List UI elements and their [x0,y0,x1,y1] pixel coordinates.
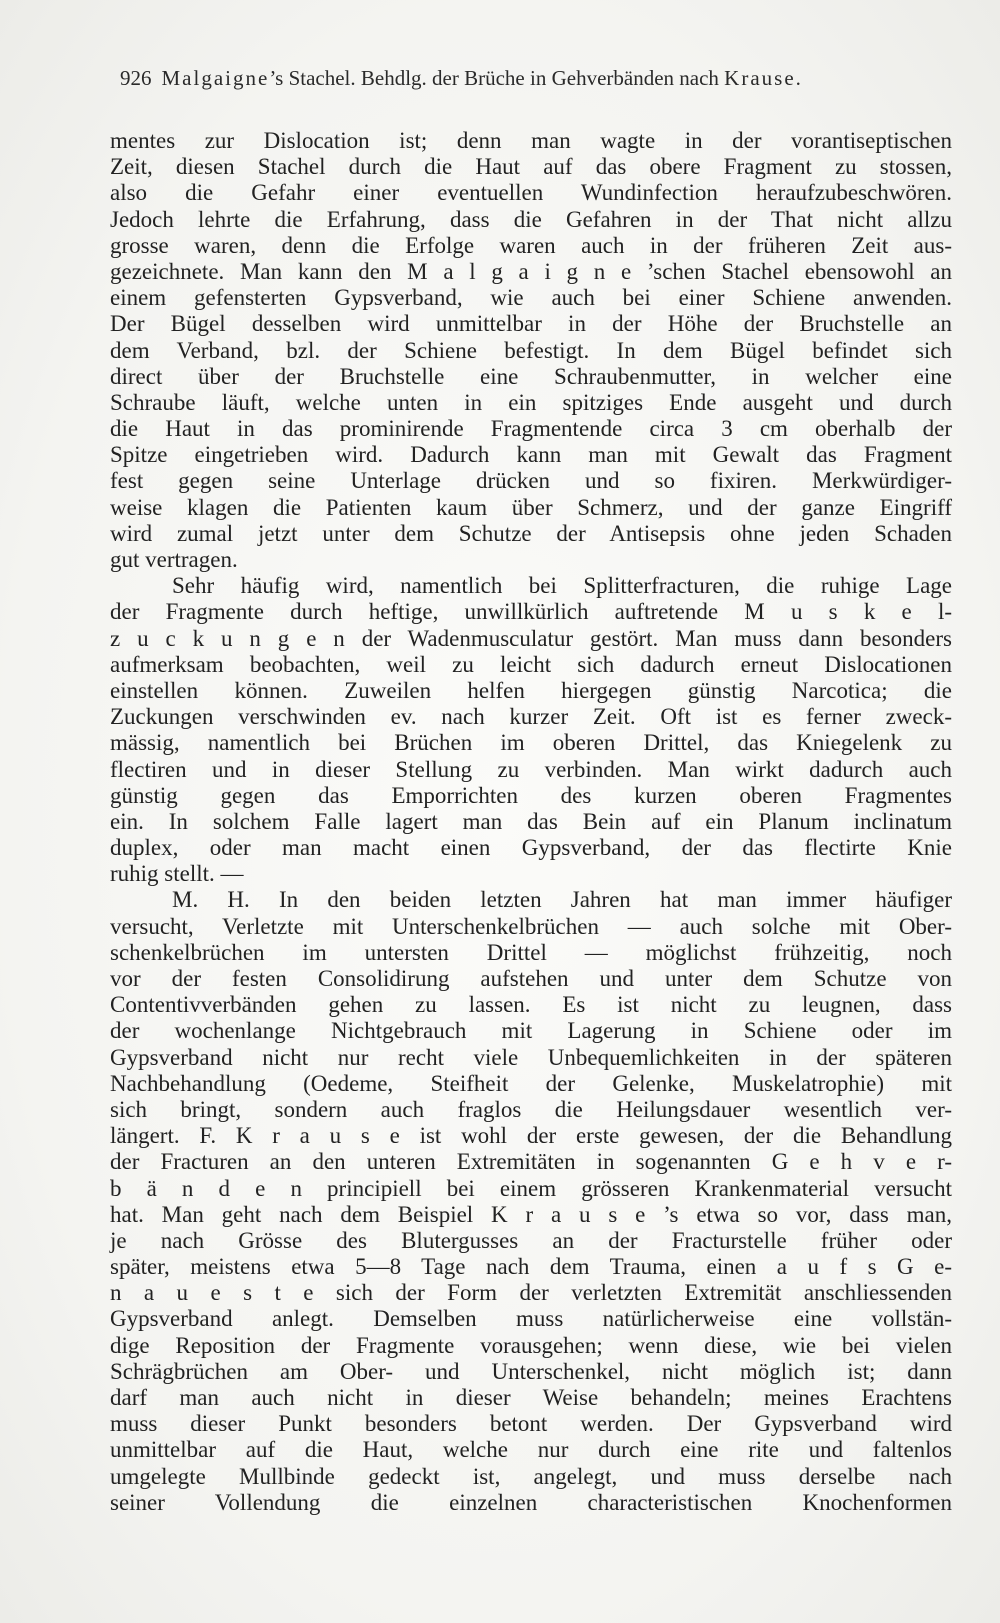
text-line: wird zumal jetzt unter dem Schutze der Antisepsis ohne jeden Schaden [110,520,952,546]
header-title: ’s Stachel. Behdlg. der Brüche in Gehverbänden nach [269,66,725,90]
text-line: duplex, oder man macht einen Gypsverband, der das flectirte Knie [110,835,952,861]
text-line: aufmerksam beobachten, weil zu leicht sich dadurch erneut Dislocationen [110,651,952,677]
text-line: Zuckungen verschwinden ev. nach kurzer Zeit. Oft ist es ferner zweck- [110,704,952,730]
text-line: einem gefensterten Gypsverband, wie auch bei einer Schiene anwenden. [110,285,952,311]
text-line: Spitze eingetrieben wird. Dadurch kann man mit Gewalt das Fragment [110,442,952,468]
text-line: Gypsverband anlegt. Demselben muss natürlicherweise eine vollstän- [110,1306,952,1332]
text-line: flectiren und in dieser Stellung zu verbinden. Man wirkt dadurch auch [110,756,952,782]
text-line: weise klagen die Patienten kaum über Schmerz, und der ganze Eingriff [110,494,952,520]
text-line: Contentivverbänden gehen zu lassen. Es ist nicht zu leugnen, dass [110,992,952,1018]
text-line: vor der festen Consolidirung aufstehen und unter dem Schutze von [110,966,952,991]
text-line: also die Gefahr einer eventuellen Wundinfection heraufzubeschwören. [110,180,952,206]
text-line: Gypsverband nicht nur recht viele Unbequemlichkeiten in der späteren [110,1044,952,1070]
running-header [120,66,940,91]
text-line: Schrägbrüchen am Ober- und Unterschenkel, nicht möglich ist; dann [110,1358,952,1384]
text-line: unmittelbar auf die Haut, welche nur durch eine rite und faltenlos [110,1437,952,1463]
text-line: mentes zur Dislocation ist; denn man wagte in der vorantiseptischen [110,128,952,153]
text-line: der Fragmente durch heftige, unwillkürlich auftretende M u s k e l- [110,599,952,625]
text-line: z u c k u n g e n der Wadenmusculatur gestört. Man muss dann besonders [110,625,952,651]
text-line: versucht, Verletzte mit Unterschenkelbrüchen — auch solche mit Ober- [110,913,952,939]
text-line: b ä n d e n principiell bei einem grösseren Krankenmaterial versucht [110,1175,952,1201]
text-line: längert. F. K r a u s e ist wohl der erste gewesen, der die Behandlung [110,1123,952,1149]
text-line: fest gegen seine Unterlage drücken und so fixiren. Merkwürdiger- [110,468,952,494]
text-line: der wochenlange Nichtgebrauch mit Lagerung in Schiene oder im [110,1018,952,1044]
text-line: seiner Vollendung die einzelnen characteristischen Knochenformen [110,1489,952,1515]
text-line: Schraube läuft, welche unten in ein spitziges Ende ausgeht und durch [110,389,952,415]
text-line: Zeit, diesen Stachel durch die Haut auf das obere Fragment zu stossen, [110,154,952,180]
header-name-spaced: Malgaigne [161,66,270,90]
text-line: Sehr häufig wird, namentlich bei Splitterfracturen, die ruhige Lage [172,573,952,599]
page-number: 926 [120,66,152,90]
text-line: M. H. In den beiden letzten Jahren hat man immer häufiger [172,887,952,913]
text-line: die Haut in das prominirende Fragmentende circa 3 cm oberhalb der [110,416,952,442]
text-line: grosse waren, denn die Erfolge waren auch in der früheren Zeit aus- [110,232,952,258]
text-line: Nachbehandlung (Oedeme, Steifheit der Gelenke, Muskelatrophie) mit [110,1070,952,1096]
text-line: ein. In solchem Falle lagert man das Bein auf ein Planum inclinatum [110,808,952,834]
text-line: gezeichnete. Man kann den M a l g a i g n e ’schen Stachel ebensowohl an [110,258,952,284]
text-line: je nach Grösse des Blutergusses an der Fracturstelle früher oder [110,1227,952,1253]
text-line: einstellen können. Zuweilen helfen hiergegen günstig Narcotica; die [110,677,952,703]
text-line: gut vertragen. [110,547,238,572]
text-line: dem Verband, bzl. der Schiene befestigt. In dem Bügel befindet sich [110,337,952,363]
text-line: mässig, namentlich bei Brüchen im oberen Drittel, das Kniegelenk zu [110,730,952,756]
text-line: n a u e s t e sich der Form der verletzten Extremität anschliessenden [110,1280,952,1306]
body-text [110,128,952,1516]
text-line: schenkelbrüchen im untersten Drittel — möglichst frühzeitig, noch [110,939,952,965]
header-title-end: . [795,66,801,90]
header-author-spaced: Krause [724,66,796,90]
text-line: muss dieser Punkt besonders betont werden. Der Gypsverband wird [110,1411,952,1437]
text-line: sich bringt, sondern auch fraglos die Heilungsdauer wesentlich ver- [110,1096,952,1122]
text-line: hat. Man geht nach dem Beispiel K r a u s e ’s etwa so vor, dass man, [110,1201,952,1227]
text-line: der Fracturen an den unteren Extremitäten in sogenannten G e h v e r- [110,1149,952,1175]
text-line: günstig gegen das Emporrichten des kurzen oberen Fragmentes [110,782,952,808]
text-line: ruhig stellt. — [110,861,244,887]
text-line: umgelegte Mullbinde gedeckt ist, angelegt, und muss derselbe nach [110,1463,952,1489]
text-line: später, meistens etwa 5—8 Tage nach dem Trauma, einen a u f s G e- [110,1254,952,1280]
text-line: darf man auch nicht in dieser Weise behandeln; meines Erachtens [110,1385,952,1410]
text-line: direct über der Bruchstelle eine Schraubenmutter, in welcher eine [110,363,952,389]
text-line: Jedoch lehrte die Erfahrung, dass die Gefahren in der That nicht allzu [110,206,952,232]
text-line: dige Reposition der Fragmente vorausgehen; wenn diese, wie bei vielen [110,1332,952,1358]
text-line: Der Bügel desselben wird unmittelbar in der Höhe der Bruchstelle an [110,311,952,337]
